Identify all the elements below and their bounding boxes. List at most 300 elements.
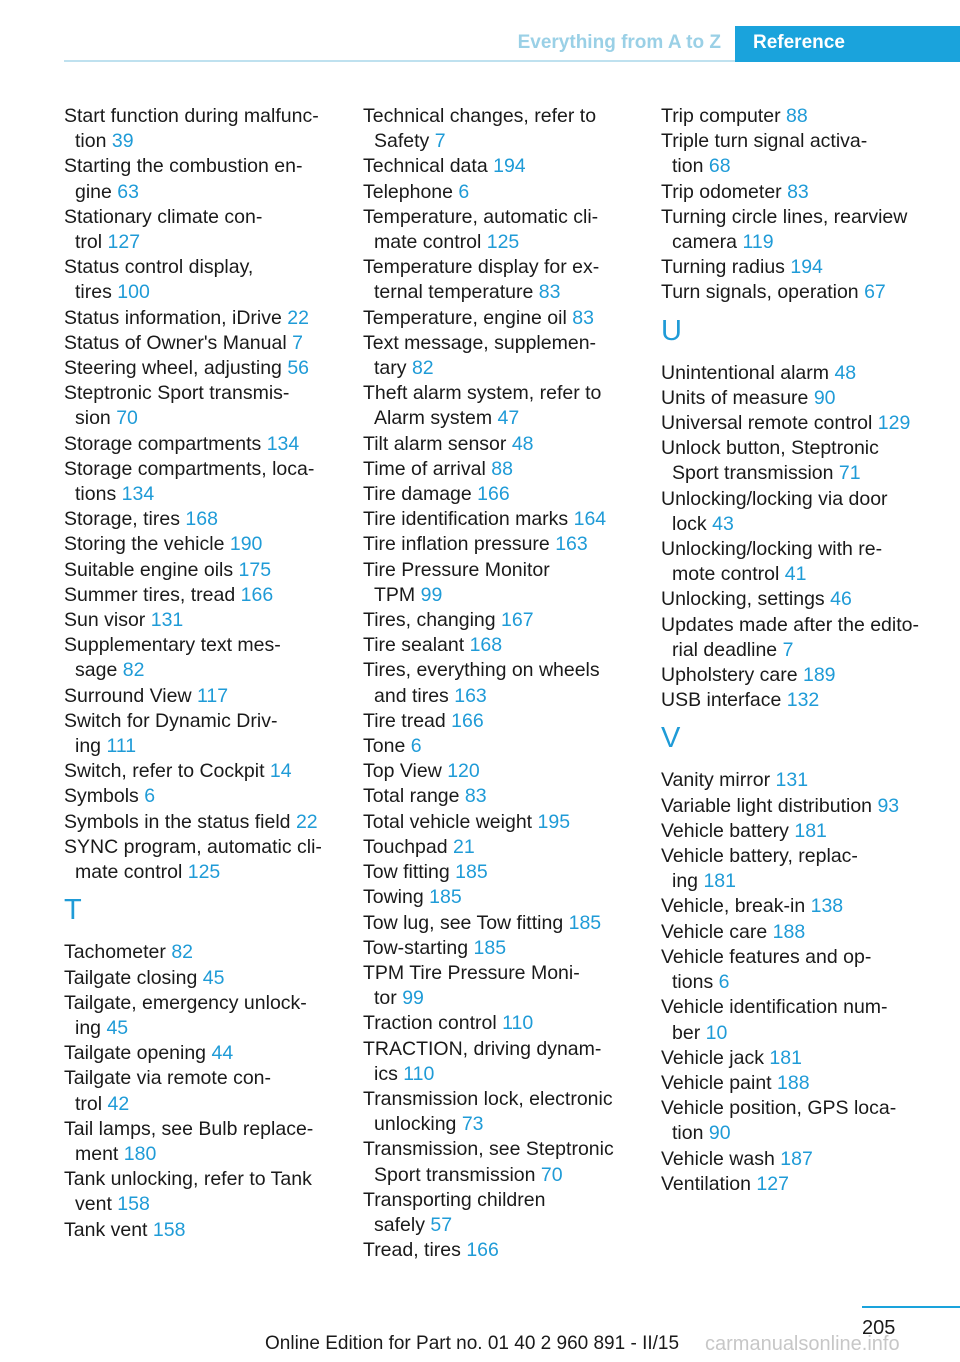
entry-line (64, 331, 334, 356)
entry-term: Trip computer (661, 105, 781, 127)
entry-line (64, 835, 334, 860)
entry-line (661, 688, 931, 713)
entry-term-continued: unlocking (374, 1113, 457, 1136)
entry-line (661, 768, 931, 793)
entry-line-continued (363, 684, 633, 709)
entry-term-continued: tions (75, 483, 117, 506)
page-reference-link[interactable]: 189 (802, 664, 836, 687)
index-entry (661, 768, 931, 793)
entry-term: Theft alarm system, refer to (363, 382, 602, 405)
entry-term: Tail lamps, see Bulb replace- (64, 1117, 314, 1140)
entry-line-continued (64, 129, 334, 154)
entry-term: Tachometer (64, 941, 166, 964)
entry-line-continued (363, 1213, 633, 1238)
entry-term: Tilt alarm sensor (363, 432, 507, 455)
page-reference-link[interactable]: 39 (111, 130, 134, 153)
entry-term: Steptronic Sport transmis- (64, 382, 290, 405)
entry-line (64, 810, 334, 835)
entry-line-continued (661, 230, 931, 255)
page-reference-link[interactable]: 131 (150, 609, 184, 632)
entry-term: Upholstery care (661, 664, 798, 687)
page-reference-link[interactable]: 82 (171, 941, 194, 964)
entry-line-continued (661, 154, 931, 179)
page-reference-link[interactable]: 163 (555, 533, 588, 556)
watermark: carmanualsonline.info (705, 1333, 900, 1355)
index-entry (661, 995, 931, 1045)
page-reference-link[interactable]: 166 (240, 583, 274, 606)
page-reference-link[interactable]: 57 (430, 1213, 453, 1236)
entry-line-continued (64, 230, 334, 255)
index-entry (64, 306, 334, 331)
entry-term-continued: Safety (374, 130, 430, 153)
entry-line-continued (363, 986, 633, 1011)
index-entry (363, 482, 633, 507)
entry-line (363, 810, 633, 835)
entry-line (661, 1096, 931, 1121)
page-reference-link[interactable]: 181 (703, 870, 736, 893)
page-reference-link[interactable]: 90 (813, 386, 836, 409)
entry-line (363, 180, 633, 205)
entry-line (661, 945, 931, 970)
page-reference-link[interactable]: 42 (107, 1092, 130, 1115)
entry-line (363, 558, 633, 583)
entry-term: Suitable engine oils (64, 558, 234, 581)
entry-term: Tow fitting (363, 861, 450, 884)
index-entry (64, 810, 334, 835)
entry-term: Status information, iDrive (64, 306, 282, 329)
edition-note: Online Edition for Part no. 01 40 2 960 891 - II/15 (265, 1333, 680, 1354)
entry-line-continued (363, 1062, 633, 1087)
entry-term-continued: sion (75, 407, 111, 430)
entry-term: Vehicle care (661, 920, 768, 943)
page-reference-link[interactable]: 166 (466, 1239, 499, 1262)
page-reference-link[interactable]: 83 (787, 180, 809, 203)
page-reference-link[interactable]: 82 (122, 659, 145, 682)
entry-line-continued (363, 356, 633, 381)
page-reference-link[interactable]: 134 (121, 483, 155, 506)
page-reference-link[interactable]: 88 (491, 457, 513, 480)
page-reference-link[interactable]: 190 (229, 533, 263, 556)
entry-line (64, 558, 334, 583)
entry-line (363, 1011, 633, 1036)
index-entry (363, 381, 633, 431)
index-entry (661, 1096, 931, 1146)
page-reference-link[interactable]: 14 (269, 760, 292, 783)
entry-line (363, 658, 633, 683)
entry-line (64, 432, 334, 457)
index-entry (661, 613, 931, 663)
entry-line (661, 819, 931, 844)
entry-line-continued (64, 658, 334, 683)
entry-line (64, 633, 334, 658)
entry-term-continued: tires (75, 281, 112, 304)
page-reference-link[interactable]: 167 (501, 609, 534, 632)
entry-term: Total vehicle weight (363, 810, 533, 833)
page-reference-link[interactable]: 7 (434, 130, 446, 153)
page-reference-link[interactable]: 195 (537, 810, 571, 833)
entry-term: Trip odometer (661, 180, 782, 203)
index-entry (64, 1066, 334, 1116)
page-reference-link[interactable]: 129 (877, 412, 911, 435)
entry-line (661, 129, 931, 154)
entry-term: TRACTION, driving dynam- (363, 1037, 602, 1060)
index-entry (661, 487, 931, 537)
page-reference-link[interactable]: 127 (107, 231, 141, 254)
page-reference-link[interactable]: 6 (144, 785, 156, 808)
page-reference-link[interactable]: 110 (502, 1012, 534, 1035)
page-reference-link[interactable]: 194 (493, 155, 526, 178)
entry-line (363, 734, 633, 759)
index-entry (64, 991, 334, 1041)
index-entry (661, 1046, 931, 1071)
page-reference-link[interactable]: 158 (152, 1218, 186, 1241)
page-reference-link[interactable]: 41 (784, 563, 807, 586)
entry-term: Symbols in the status field (64, 810, 291, 833)
index-column-1 (64, 104, 334, 1243)
entry-term: Supplementary text mes- (64, 634, 281, 657)
entry-line (363, 154, 633, 179)
page-reference-link[interactable]: 127 (756, 1172, 789, 1195)
entry-line (363, 1037, 633, 1062)
entry-term: Top View (363, 760, 442, 783)
index-entry (363, 180, 633, 205)
index-entry (64, 1167, 334, 1217)
entry-term: Technical data (363, 155, 488, 178)
entry-term: USB interface (661, 689, 782, 712)
entry-line-continued (64, 1142, 334, 1167)
entry-line (64, 1041, 334, 1066)
entry-line (64, 1167, 334, 1192)
page-reference-link[interactable]: 166 (477, 483, 510, 506)
page-reference-link[interactable]: 111 (106, 735, 137, 758)
index-entry (363, 709, 633, 734)
entry-line-continued (661, 1021, 931, 1046)
index-entry (363, 507, 633, 532)
entry-line (64, 306, 334, 331)
index-entry (363, 734, 633, 759)
entry-term: Transporting children (363, 1188, 546, 1211)
entry-line (363, 1137, 633, 1162)
entry-line (64, 784, 334, 809)
index-entry (661, 1172, 931, 1197)
index-entry (363, 1087, 633, 1137)
entry-line (363, 961, 633, 986)
page-reference-link[interactable]: 125 (486, 231, 520, 254)
index-entry (64, 432, 334, 457)
entry-line-continued (64, 860, 334, 885)
page-reference-link[interactable]: 99 (420, 583, 443, 606)
index-entry (363, 658, 633, 708)
page-reference-link[interactable]: 43 (712, 512, 734, 535)
page-reference-link[interactable]: 45 (202, 966, 225, 989)
index-entry (64, 583, 334, 608)
page-reference-link[interactable]: 82 (411, 357, 434, 380)
index-entry (661, 819, 931, 844)
entry-line-continued (363, 1163, 633, 1188)
entry-line (661, 280, 931, 305)
entry-term-continued: ics (374, 1062, 398, 1085)
page-reference-link[interactable]: 44 (211, 1042, 234, 1065)
index-entry (64, 154, 334, 204)
entry-term: Triple turn signal activa- (661, 130, 868, 153)
page-reference-link[interactable]: 187 (780, 1147, 813, 1170)
entry-term: Temperature, automatic cli- (363, 205, 599, 228)
page-reference-link[interactable]: 164 (573, 508, 607, 531)
entry-line (363, 936, 633, 961)
page-reference-link[interactable]: 22 (287, 306, 309, 329)
entry-line (363, 381, 633, 406)
entry-line (363, 1087, 633, 1112)
index-entry (64, 558, 334, 583)
entry-term: Temperature, engine oil (363, 306, 567, 329)
page-reference-link[interactable]: 70 (540, 1163, 563, 1186)
index-entry (64, 966, 334, 991)
entry-term: Variable light distribution (661, 794, 873, 817)
entry-line (363, 1188, 633, 1213)
entry-term: Turn signals, operation (661, 281, 859, 304)
section-letter: T (64, 894, 82, 927)
entry-term-continued: mote control (672, 563, 780, 586)
entry-term: Vanity mirror (661, 769, 771, 792)
entry-line-continued (363, 1112, 633, 1137)
page-reference-link[interactable]: 194 (790, 256, 823, 279)
header-rule (64, 26, 735, 62)
page-reference-link[interactable]: 132 (786, 689, 820, 712)
index-entry (363, 306, 633, 331)
page-reference-link[interactable]: 100 (117, 281, 150, 304)
entry-line (363, 331, 633, 356)
page-reference-link[interactable]: 88 (785, 105, 808, 127)
page-reference-link[interactable]: 110 (403, 1062, 435, 1085)
entry-line (661, 1046, 931, 1071)
page-reference-link[interactable]: 90 (708, 1122, 731, 1145)
page-reference-link[interactable]: 120 (447, 760, 480, 783)
page-reference-link[interactable]: 46 (830, 588, 852, 611)
page-reference-link[interactable]: 185 (429, 886, 462, 909)
entry-line-continued (661, 869, 931, 894)
page-reference-link[interactable]: 158 (117, 1193, 150, 1216)
entry-line (661, 1147, 931, 1172)
entry-term-continued: gine (75, 180, 112, 203)
entry-line (363, 532, 633, 557)
page-reference-link[interactable]: 48 (834, 361, 857, 384)
entry-term-continued: and tires (374, 684, 449, 707)
page-reference-link[interactable]: 70 (116, 407, 138, 430)
entry-line (64, 255, 334, 280)
index-column-3 (661, 104, 931, 1197)
entry-term: Vehicle identification num- (661, 996, 888, 1019)
entry-line (64, 940, 334, 965)
page-reference-link[interactable]: 45 (106, 1016, 129, 1039)
entry-line (661, 255, 931, 280)
entry-term: Tread, tires (363, 1239, 461, 1262)
page-reference-link[interactable]: 175 (238, 558, 272, 581)
index-entry (661, 1147, 931, 1172)
entry-term: Tow-starting (363, 936, 469, 959)
index-entry (363, 633, 633, 658)
index-entry (363, 936, 633, 961)
entry-term-continued: mate control (75, 861, 183, 884)
entry-line (363, 835, 633, 860)
page-reference-link[interactable]: 7 (782, 638, 794, 661)
index-entry (64, 104, 334, 154)
entry-line (363, 306, 633, 331)
page-reference-link[interactable]: 63 (117, 180, 139, 203)
page-reference-link[interactable]: 22 (295, 810, 318, 833)
entry-line (661, 894, 931, 919)
page-reference-link[interactable]: 7 (292, 331, 303, 354)
page-reference-link[interactable]: 181 (769, 1046, 802, 1069)
page-reference-link[interactable]: 188 (777, 1071, 810, 1094)
page-reference-link[interactable]: 93 (877, 794, 900, 817)
entry-term: Traction control (363, 1012, 497, 1035)
page-reference-link[interactable]: 48 (511, 432, 534, 455)
page-reference-link[interactable]: 163 (454, 684, 487, 707)
entry-line (363, 885, 633, 910)
index-entry (661, 794, 931, 819)
entry-term: Turning circle lines, rearview (661, 205, 908, 228)
page-reference-link[interactable]: 73 (461, 1113, 484, 1136)
index-entry (64, 784, 334, 809)
entry-term-continued: tions (672, 971, 714, 994)
entry-term-continued: tor (374, 987, 397, 1010)
entry-line (661, 663, 931, 688)
page-reference-link[interactable]: 6 (410, 735, 422, 758)
entry-line-continued (64, 1092, 334, 1117)
page-reference-link[interactable]: 119 (742, 231, 774, 254)
page-reference-link[interactable]: 47 (497, 407, 520, 430)
entry-term: Tire identification marks (363, 508, 569, 531)
entry-line (64, 583, 334, 608)
reference-tab: Reference (735, 26, 960, 62)
entry-line (363, 860, 633, 885)
entry-line (64, 381, 334, 406)
index-entry (64, 633, 334, 683)
entry-term: Telephone (363, 180, 453, 203)
index-entry (363, 255, 633, 305)
entry-line (661, 411, 931, 436)
index-entry (64, 940, 334, 965)
entry-term: Storage compartments, loca- (64, 457, 315, 480)
entry-line-continued (64, 482, 334, 507)
entry-term-continued: ment (75, 1142, 119, 1165)
entry-term: Starting the combustion en- (64, 155, 303, 178)
entry-term: Unlocking/locking via door (661, 487, 888, 510)
page-reference-link[interactable]: 6 (718, 971, 730, 994)
entry-term: Universal remote control (661, 412, 873, 435)
entry-line (363, 457, 633, 482)
entry-term: Tire Pressure Monitor (363, 558, 550, 581)
index-entry (363, 810, 633, 835)
entry-line (661, 844, 931, 869)
page-reference-link[interactable]: 83 (464, 785, 487, 808)
entry-term: SYNC program, automatic cli- (64, 835, 322, 858)
index-entry (363, 1188, 633, 1238)
page-reference-link[interactable]: 188 (772, 920, 806, 943)
entry-line (64, 507, 334, 532)
entry-term-continued: ternal temperature (374, 281, 534, 304)
page-reference-link[interactable]: 21 (453, 835, 475, 858)
index-entry (363, 457, 633, 482)
entry-line-continued (363, 129, 633, 154)
entry-term: Tire sealant (363, 634, 465, 657)
page-reference-link[interactable]: 83 (572, 306, 594, 329)
entry-line-continued (64, 1016, 334, 1041)
entry-line-continued (64, 180, 334, 205)
entry-term-continued: mate control (374, 231, 482, 254)
entry-line (363, 482, 633, 507)
entry-line (661, 361, 931, 386)
index-entry (661, 386, 931, 411)
page-reference-link[interactable]: 166 (451, 709, 484, 732)
entry-term: Tank vent (64, 1218, 148, 1241)
entry-line (64, 1066, 334, 1091)
page-reference-link[interactable]: 168 (469, 634, 503, 657)
page-reference-link[interactable]: 83 (538, 281, 561, 304)
page-reference-link[interactable]: 185 (455, 861, 488, 884)
entry-term: Transmission, see Steptronic (363, 1138, 614, 1161)
page-reference-link[interactable]: 125 (187, 861, 221, 884)
entry-term: Tank unlocking, refer to Tank (64, 1168, 312, 1191)
entry-line (661, 794, 931, 819)
entry-term: Unintentional alarm (661, 361, 830, 384)
entry-line (661, 205, 931, 230)
page-reference-link[interactable]: 117 (196, 684, 229, 707)
index-entry (363, 860, 633, 885)
index-entry (64, 457, 334, 507)
page-reference-link[interactable]: 138 (810, 895, 844, 918)
entry-line (363, 911, 633, 936)
entry-line (363, 1238, 633, 1263)
index-entry (661, 129, 931, 179)
page-reference-link[interactable]: 181 (794, 819, 827, 842)
index-entry (661, 688, 931, 713)
page-reference-link[interactable]: 6 (458, 180, 470, 203)
entry-term: Vehicle paint (661, 1071, 772, 1094)
entry-term-continued: Sport transmission (374, 1163, 536, 1186)
index-entry (661, 205, 931, 255)
index-entry (661, 436, 931, 486)
entry-term: Time of arrival (363, 457, 486, 480)
page-reference-link[interactable]: 71 (838, 462, 861, 485)
entry-line (363, 784, 633, 809)
page-reference-link[interactable]: 168 (185, 508, 218, 531)
page-reference-link[interactable]: 10 (705, 1021, 728, 1044)
page-reference-link[interactable]: 56 (287, 357, 310, 380)
page-reference-link[interactable]: 67 (864, 281, 886, 304)
entry-term: Tow lug, see Tow fitting (363, 911, 564, 934)
index-entry (64, 684, 334, 709)
entry-line (363, 633, 633, 658)
index-entry (661, 361, 931, 386)
page-reference-link[interactable]: 185 (473, 936, 507, 959)
entry-line-continued (363, 230, 633, 255)
page-reference-link[interactable]: 68 (708, 155, 731, 178)
entry-line-continued (363, 406, 633, 431)
entry-term: Vehicle wash (661, 1147, 775, 1170)
page-reference-link[interactable]: 99 (402, 987, 424, 1010)
entry-line-continued (64, 406, 334, 431)
page-reference-link[interactable]: 134 (266, 432, 300, 455)
page-reference-link[interactable]: 180 (123, 1142, 157, 1165)
page-reference-link[interactable]: 185 (568, 911, 602, 934)
entry-term: Storage, tires (64, 508, 180, 531)
page-reference-link[interactable]: 131 (775, 769, 809, 792)
entry-term: Tailgate via remote con- (64, 1067, 272, 1090)
entry-term: Storing the vehicle (64, 533, 225, 556)
entry-term-continued: trol (75, 1092, 103, 1115)
entry-term: Tailgate, emergency unlock- (64, 991, 307, 1014)
